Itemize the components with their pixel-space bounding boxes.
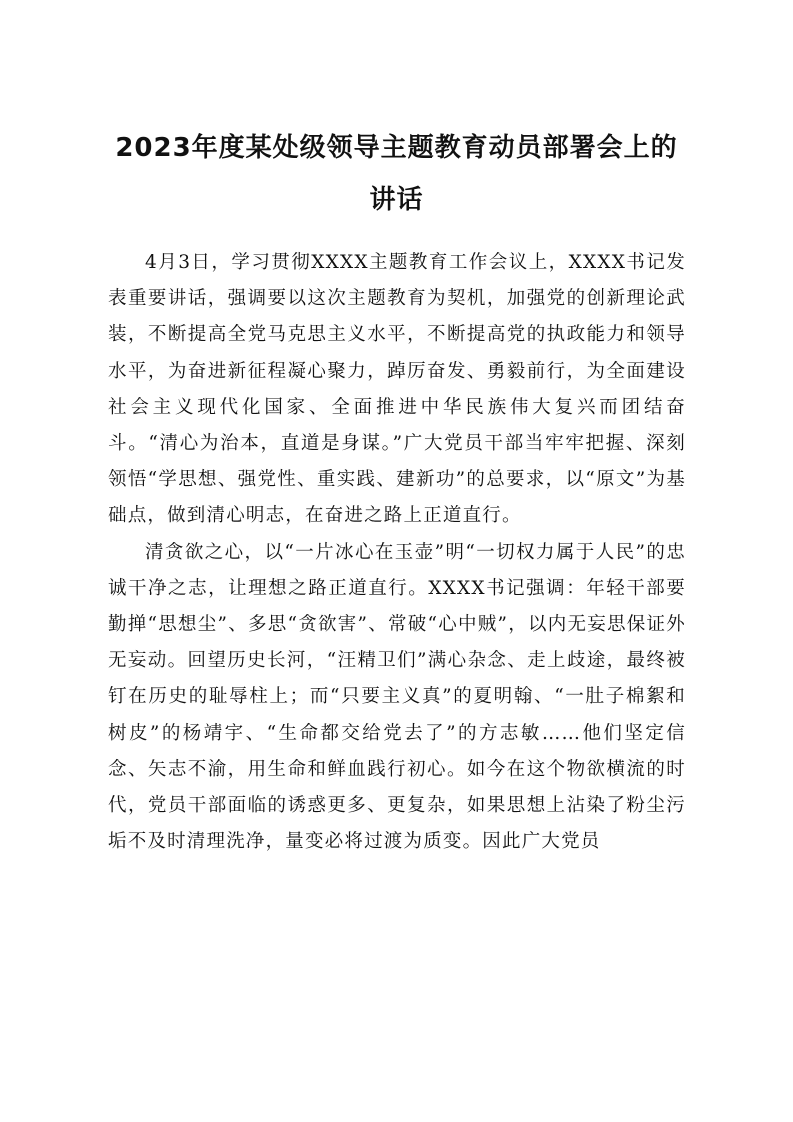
- document-title: 2023年度某处级领导主题教育动员部署会上的讲话: [115, 133, 678, 215]
- paragraph-2: 清贪欲之心，以“一片冰心在玉壶”明“一切权力属于人民”的忠诚干净之志，让理想之路正道直行。XXXX书记强调：年轻干部要勤掸“思想尘”、多思“贪欲害”、常破“心中贼”，以内无妄思保证外无妄动。回望历史长河，“汪精卫们”满心杂念、走上歧途，最终被钉在历史的耻辱柱上；而“只要主义真”的夏明翰、“一肚子棉絮和树皮”的杨靖宇、“生命都交给党去了”的方志敏……他们坚定信念、矢志不渝，用生命和鲜血践行初心。如今在这个物欲横流的时代，党员干部面临的诱惑更多、更复杂，如果思想上沾染了粉尘污垢不及时清理洗净，量变必将过渡为质变。因此广大党员: [108, 541, 686, 853]
- document-body: [108, 245, 686, 860]
- paragraph-1: 4月3日，学习贯彻XXXX主题教育工作会议上，XXXX书记发表重要讲话，强调要以这次主题教育为契机，加强党的创新理论武装，不断提高全党马克思主义水平，不断提高党的执政能力和领导水平，为奋进新征程凝心聚力，踔厉奋发、勇毅前行，为全面建设社会主义现代化国家、全面推进中华民族伟大复兴而团结奋斗。“清心为治本，直道是身谋。”广大党员干部当牢牢把握、深刻领悟“学思想、强党性、重实践、建新功”的总要求，以“原文”为基础点，做到清心明志，在奋进之路上正道直行。: [108, 252, 686, 527]
